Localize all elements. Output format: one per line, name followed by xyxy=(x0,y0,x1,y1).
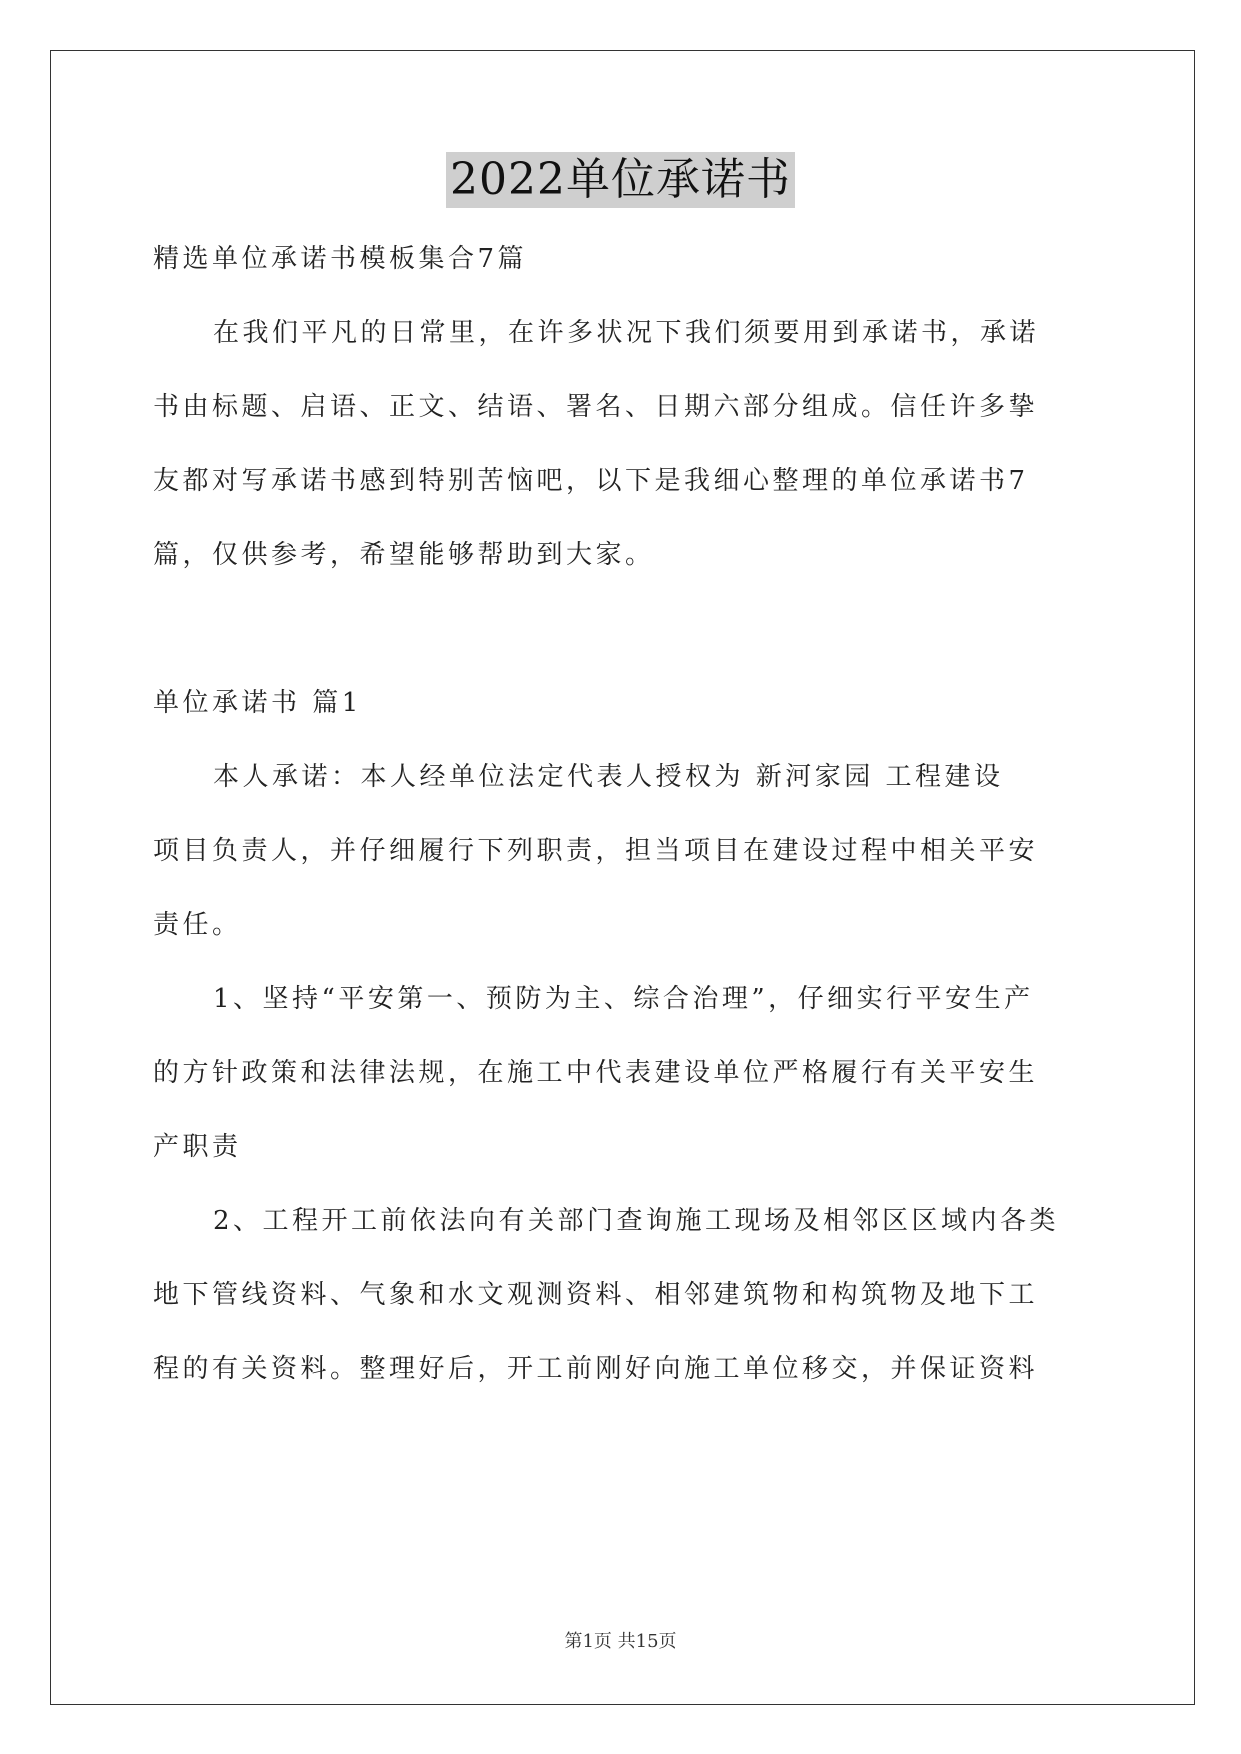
document-title xyxy=(0,152,1241,208)
intro-line: 篇，仅供参考，希望能够帮助到大家。 xyxy=(153,540,655,570)
body-line: 2、工程开工前依法向有关部门查询施工现场及相邻区区域内各类 xyxy=(213,1206,1060,1236)
body-line: 1、坚持“平安第一、预防为主、综合治理”，仔细实行平安生产 xyxy=(213,984,1034,1014)
body-line: 责任。 xyxy=(153,910,242,940)
body-line: 程的有关资料。整理好后，开工前刚好向施工单位移交，并保证资料 xyxy=(153,1354,1039,1384)
intro-line: 在我们平凡的日常里，在许多状况下我们须要用到承诺书，承诺 xyxy=(213,318,1040,348)
body-line: 项目负责人，并仔细履行下列职责，担当项目在建设过程中相关平安 xyxy=(153,836,1039,866)
body-line: 产职责 xyxy=(153,1132,242,1162)
document-subtitle: 精选单位承诺书模板集合7篇 xyxy=(153,244,528,274)
body-line: 的方针政策和法律法规，在施工中代表建设单位严格履行有关平安生 xyxy=(153,1058,1039,1088)
intro-line: 友都对写承诺书感到特别苦恼吧，以下是我细心整理的单位承诺书7 xyxy=(153,466,1029,496)
page-number: 第1页 共15页 xyxy=(564,1631,677,1652)
document-title-text: 2022单位承诺书 xyxy=(446,152,795,208)
intro-line: 书由标题、启语、正文、结语、署名、日期六部分组成。信任许多挚 xyxy=(153,392,1039,422)
body-line: 本人承诺：本人经单位法定代表人授权为 新河家园 工程建设 xyxy=(213,762,1004,792)
section-heading: 单位承诺书 篇1 xyxy=(153,688,362,718)
page-border xyxy=(50,50,1195,1705)
body-line: 地下管线资料、气象和水文观测资料、相邻建筑物和构筑物及地下工 xyxy=(153,1280,1039,1310)
